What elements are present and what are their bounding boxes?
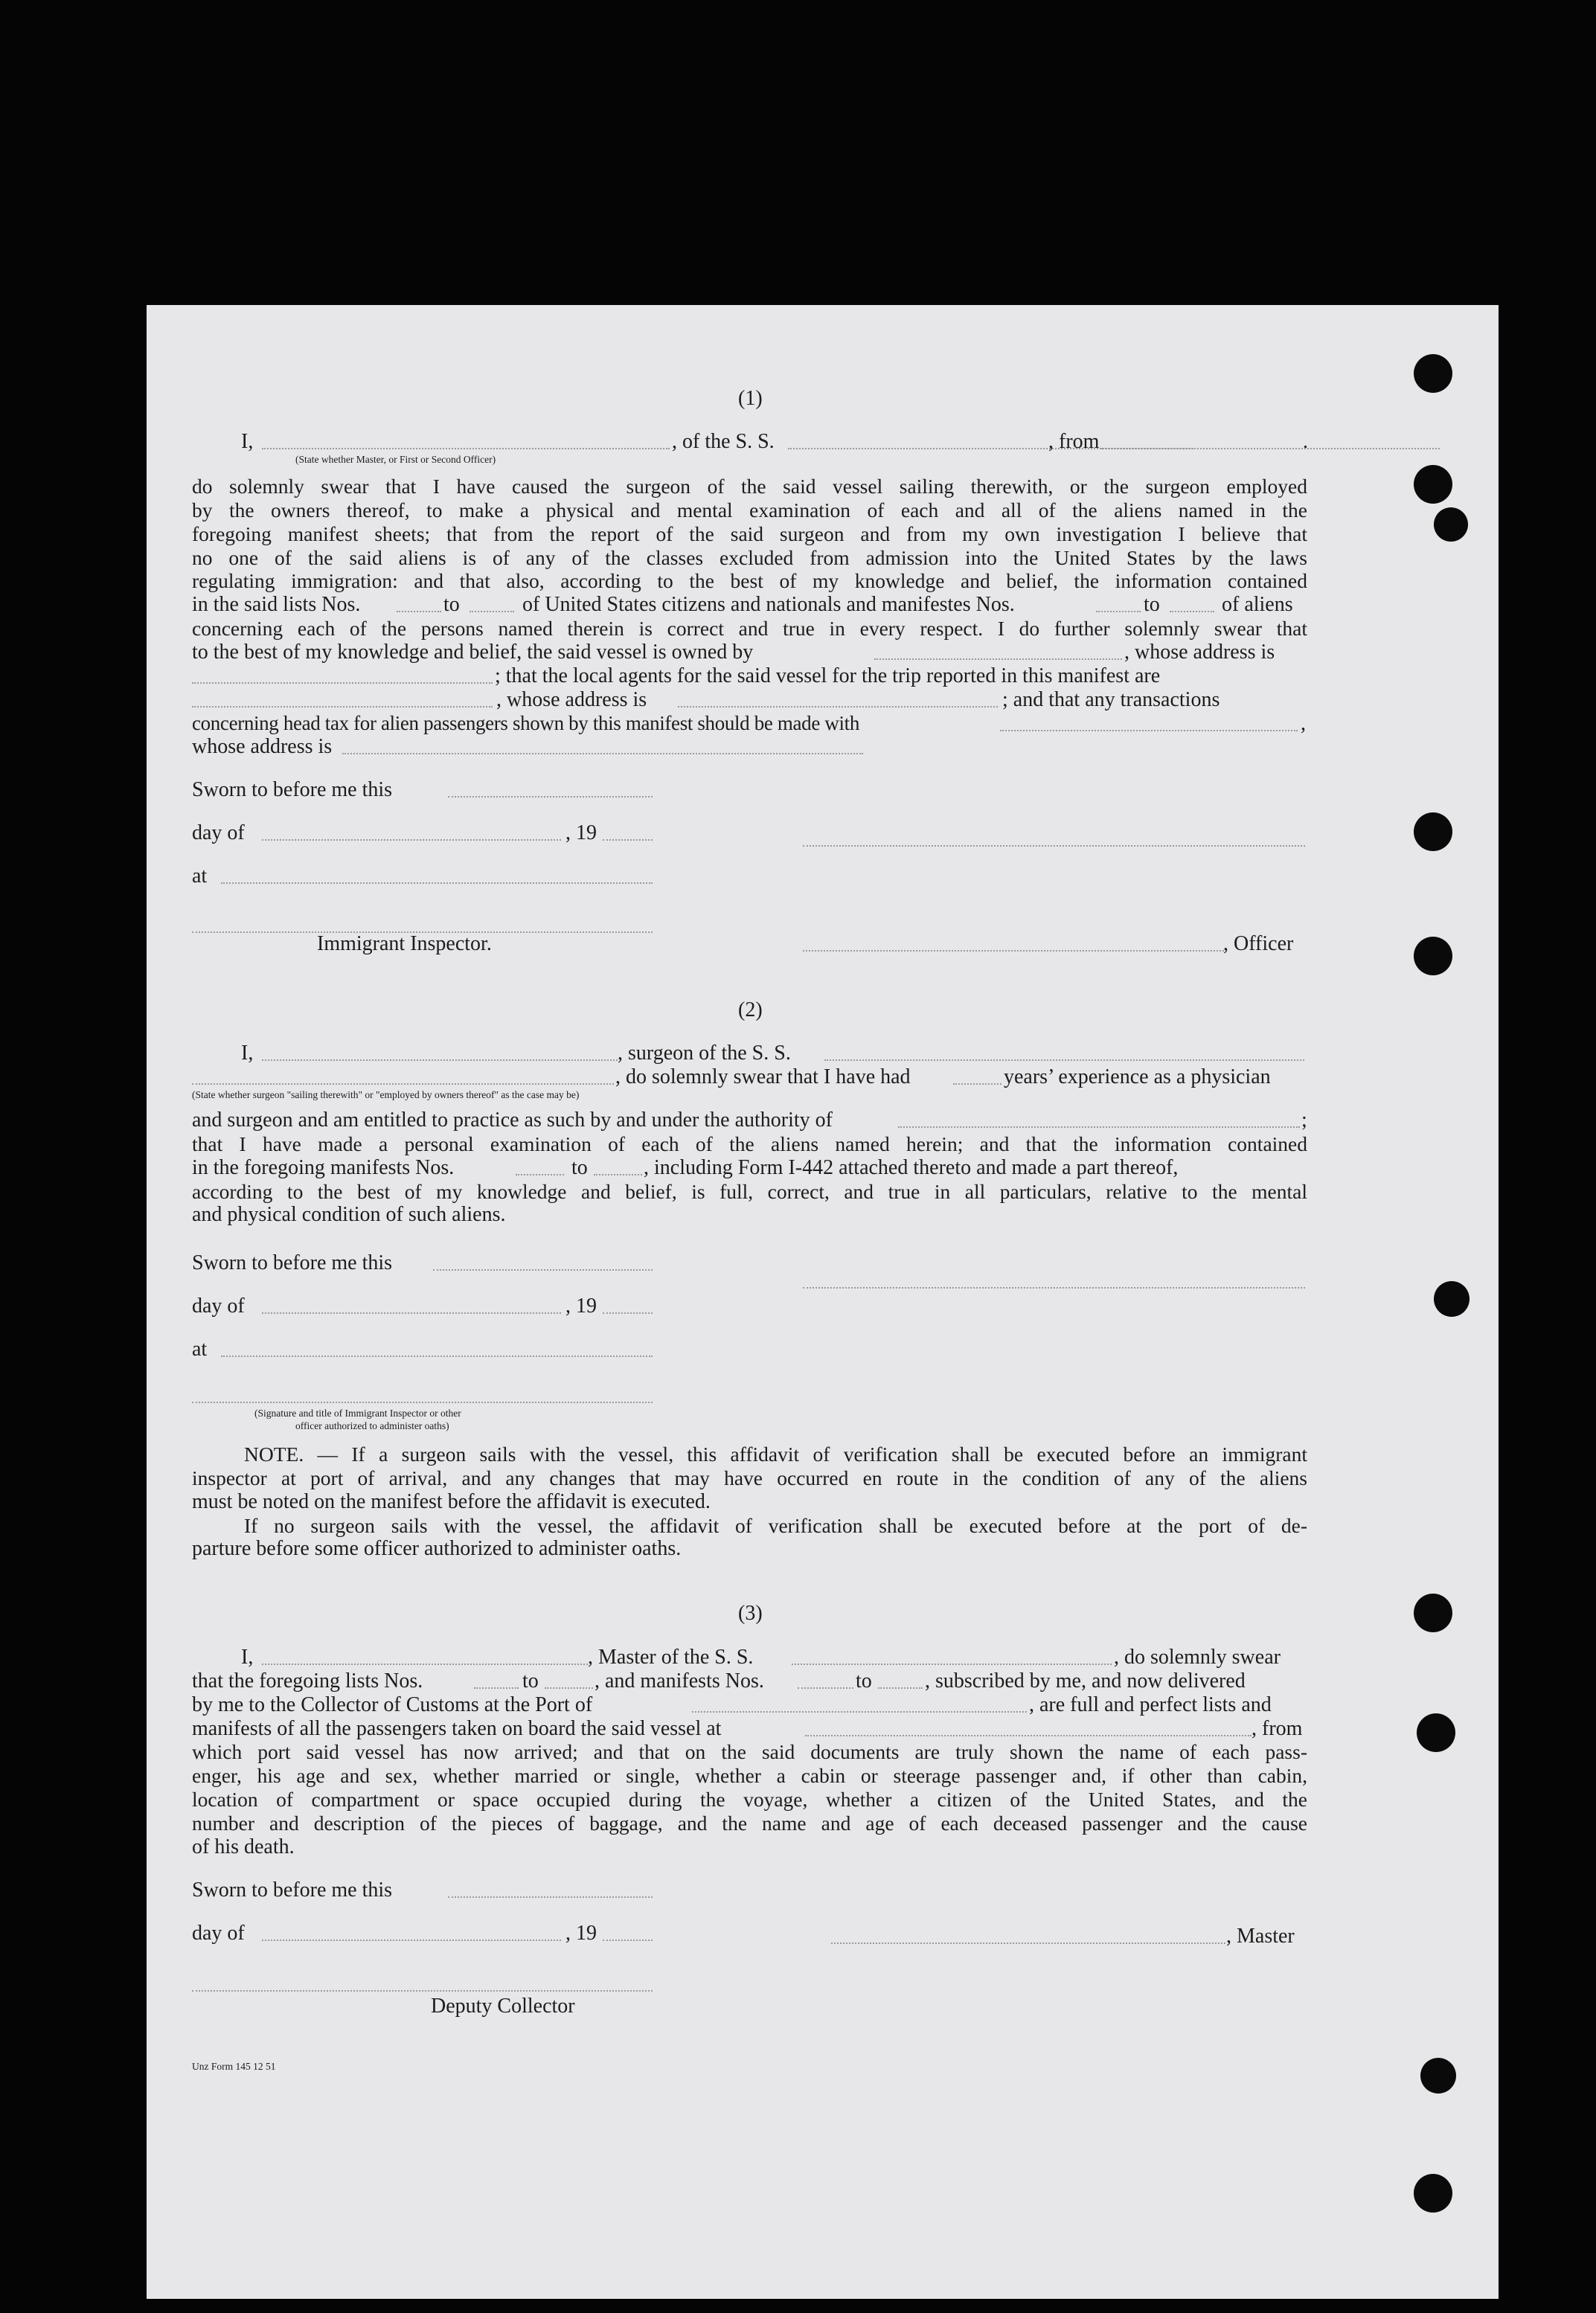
s1-manifests-to: to (1144, 593, 1160, 616)
s1-para-line-1: do solemnly swear that I have caused the surgeon of the said vessel sailing therewith, or the surgeon employed (192, 475, 1307, 498)
s1-year-field (603, 839, 653, 841)
s1-manifests-label: of United States citizens and nationals and manifestes Nos. (522, 593, 1015, 616)
s3-master-name-field (262, 1664, 588, 1665)
s1-sworn-label: Sworn to before me this (192, 778, 393, 801)
s2-manifests-from-field (516, 1174, 564, 1175)
s1-from-label: , from (1048, 430, 1100, 453)
s2-surgeon-type-field (192, 1083, 614, 1085)
s1-i-label: I, (241, 430, 254, 453)
s2-note-line-2: inspector at port of arrival, and any changes that may have occurred en route in the condition of any of the aliens (192, 1466, 1307, 1489)
binder-hole-3 (1434, 507, 1468, 542)
s3-lists-to-field (545, 1687, 593, 1689)
s2-surgeon-note: (State whether surgeon "sailing therewith" or "employed by owners thereof" as the case may be) (192, 1089, 580, 1100)
s3-lists-to: to (522, 1669, 539, 1693)
s2-authority-label: and surgeon and am entitled to practice as such by and under the authority of (192, 1109, 833, 1132)
form-sheet (147, 305, 1499, 2299)
s3-manifests-to-field (878, 1687, 923, 1689)
s2-sig-note-2: officer authorized to administer oaths) (295, 1420, 449, 1431)
s1-transactions-label: ; and that any transactions (1002, 688, 1220, 711)
s1-head-tax-label: concerning head tax for alien passengers shown by this manifest should be made with (192, 712, 859, 734)
s3-master-signature-line (831, 1943, 1225, 1944)
s3-year-label: , 19 (565, 1922, 597, 1945)
s2-at-label: at (192, 1338, 208, 1361)
s2-note-line-5: parture before some officer authorized to administer oaths. (192, 1537, 682, 1560)
s3-master-of-label: , Master of the S. S. (588, 1646, 754, 1669)
s1-para-line-3: foregoing manifest sheets; that from the report of the said surgeon and from my own investigation I believe that (192, 522, 1307, 545)
s2-sig-note-1: (Signature and title of Immigrant Inspector or other (254, 1408, 461, 1419)
s2-at-field (221, 1356, 653, 1357)
s2-note-line-4: If no surgeon sails with the vessel, the affidavit of verification shall be executed before at the port of de- (244, 1514, 1307, 1537)
s1-officer-title-line (803, 950, 1224, 952)
s3-sworn-label: Sworn to before me this (192, 1879, 393, 1902)
s2-line-4: according to the best of my knowledge and belief, is full, correct, and true in all particulars, relative to the mental (192, 1180, 1307, 1203)
s2-note-line-3: must be noted on the manifest before the affidavit is executed. (192, 1490, 711, 1513)
s1-officer-label: , Officer (1223, 932, 1294, 955)
s3-manifests-to: to (856, 1669, 872, 1693)
s2-day-of-field (262, 1312, 561, 1314)
s3-lists-from-field (474, 1687, 519, 1689)
s3-master-label: , Master (1226, 1925, 1295, 1948)
s3-sworn-field (448, 1896, 653, 1898)
binder-hole-1 (1414, 354, 1452, 393)
s1-at-field (221, 882, 653, 884)
s2-authority-field (898, 1126, 1300, 1128)
s1-day-of-label: day of (192, 821, 245, 844)
binder-hole-2 (1414, 465, 1452, 504)
s3-manifests-label: , and manifests Nos. (595, 1669, 764, 1693)
s1-owner-address-field (192, 682, 493, 684)
s2-sworn-label: Sworn to before me this (192, 1251, 393, 1274)
s1-lists-to: to (443, 593, 460, 616)
s1-master-note: (State whether Master, or First or Second Officer) (295, 454, 496, 465)
s3-ship-name-field (792, 1664, 1112, 1665)
s2-years-label: years’ experience as a physician (1004, 1065, 1271, 1088)
s2-manifests-to-field (594, 1174, 642, 1175)
s1-para-line-4: no one of the said aliens is of any of the classes excluded from admission into the United States by the laws (192, 546, 1307, 569)
s1-agents-address-label: , whose address is (496, 688, 647, 711)
s2-authority-semicolon: ; (1301, 1109, 1307, 1132)
s2-years-field (953, 1083, 1001, 1085)
s1-owned-by-label: to the best of my knowledge and belief, the said vessel is owned by (192, 641, 754, 664)
s1-head-tax-comma: , (1301, 712, 1306, 735)
s1-para-line-7: concerning each of the persons named therein is correct and true in every respect. I do further solemnly swear that (192, 617, 1307, 640)
s1-inspector-label: Immigrant Inspector. (317, 932, 492, 955)
s3-from-label: , from (1252, 1717, 1303, 1740)
s2-note-line-1: NOTE. — If a surgeon sails with the vessel, this affidavit of verification shall be executed before an immigrant (244, 1443, 1307, 1466)
section-1-number: (1) (738, 387, 763, 410)
s1-head-tax-field (1000, 730, 1298, 731)
s2-manifests-label: in the foregoing manifests Nos. (192, 1156, 455, 1179)
s2-swear-label: , do solemnly swear that I have had (615, 1065, 911, 1088)
s3-line-8: of his death. (192, 1835, 295, 1858)
binder-hole-5 (1414, 937, 1452, 975)
s1-from-field (1101, 448, 1440, 449)
s3-taken-at-field (805, 1735, 1252, 1736)
binder-hole-10 (1414, 2174, 1452, 2213)
s3-port-label: by me to the Collector of Customs at the Port of (192, 1693, 593, 1716)
s2-sworn-field (433, 1269, 653, 1271)
s3-line-6: location of compartment or space occupied during the voyage, whether a citizen of the United States, and the (192, 1788, 1307, 1811)
binder-hole-4 (1414, 812, 1452, 851)
s2-line-5: and physical condition of such aliens. (192, 1203, 506, 1226)
s1-of-aliens: of aliens (1222, 593, 1293, 616)
form-id-label: Unz Form 145 12 51 (192, 2061, 276, 2072)
s1-manifests-from-field (1096, 611, 1141, 612)
s1-para-line-2: by the owners thereof, to make a physical and mental examination of each and all of the aliens named in the (192, 498, 1307, 522)
s1-lists-from-field (397, 611, 441, 612)
s1-agents-label: ; that the local agents for the said vessel for the trip reported in this manifest are (495, 664, 1161, 687)
s1-manifests-to-field (1170, 611, 1214, 612)
s3-taken-at-label: manifests of all the passengers taken on board the said vessel at (192, 1717, 722, 1740)
s1-owner-address-label: , whose address is (1124, 641, 1275, 664)
s2-year-field (603, 1312, 653, 1314)
s1-agents-field (192, 706, 493, 708)
s3-port-field (692, 1711, 1027, 1713)
s1-officer-signature-line (803, 845, 1305, 847)
binder-hole-6 (1434, 1281, 1470, 1317)
s1-year-label: , 19 (565, 821, 597, 844)
s1-lists-to-field (469, 611, 514, 612)
binder-hole-9 (1420, 2058, 1456, 2094)
s3-full-lists-label: , are full and perfect lists and (1029, 1693, 1272, 1716)
binder-hole-7 (1414, 1594, 1452, 1632)
s1-whose-address-label: whose address is (192, 735, 333, 758)
s2-line-2: that I have made a personal examination of each of the aliens named herein; and that the information contained (192, 1132, 1307, 1155)
s2-surgeon-of-label: , surgeon of the S. S. (618, 1042, 791, 1065)
s2-form-label: , including Form I-442 attached thereto and made a part thereof, (644, 1156, 1179, 1179)
s2-inspector-signature-line (192, 1402, 653, 1403)
s3-line-5: enger, his age and sex, whether married or single, whether a cabin or steerage passenger and, if other than cabin, (192, 1764, 1307, 1787)
s2-year-label: , 19 (565, 1295, 597, 1318)
s1-officer-name-field (262, 448, 670, 449)
section-3-number: (3) (738, 1602, 763, 1625)
s1-period: . (1303, 430, 1308, 453)
s1-whose-address-field (342, 753, 863, 754)
s3-line-7: number and description of the pieces of baggage, and the name and age of each deceased passenger and the cause (192, 1812, 1307, 1835)
s2-i-label: I, (241, 1042, 254, 1065)
s3-year-field (603, 1940, 653, 1941)
s1-sworn-field (448, 796, 653, 798)
s2-ship-name-field (824, 1059, 1304, 1061)
s2-day-of-label: day of (192, 1295, 245, 1318)
s3-i-label: I, (241, 1646, 254, 1669)
s1-owner-field (874, 658, 1122, 660)
s3-day-of-label: day of (192, 1922, 245, 1945)
s1-at-label: at (192, 864, 208, 888)
s1-lists-label: in the said lists Nos. (192, 593, 361, 616)
s2-surgeon-signature-line (803, 1287, 1305, 1289)
s1-para-line-5: regulating immigration: and that also, according to the best of my knowledge and belief, the information contained (192, 569, 1307, 592)
s3-manifests-from-field (798, 1687, 853, 1689)
s2-surgeon-name-field (262, 1059, 618, 1061)
s2-manifests-to: to (571, 1156, 588, 1179)
s3-line-4: which port said vessel has now arrived; and that on the said documents are truly shown the name of each pass- (192, 1740, 1307, 1763)
s1-day-of-field (262, 839, 561, 841)
s1-of-ss-label: , of the S. S. (672, 430, 775, 453)
s1-agents-address-field (678, 706, 998, 708)
s3-deputy-label: Deputy Collector (431, 1995, 575, 2018)
s3-subscribed-label: , subscribed by me, and now delivered (925, 1669, 1246, 1693)
binder-hole-8 (1417, 1713, 1455, 1752)
s3-lists-label: that the foregoing lists Nos. (192, 1669, 423, 1693)
section-2-number: (2) (738, 998, 763, 1021)
s3-swear-label: , do solemnly swear (1114, 1646, 1281, 1669)
s3-day-of-field (262, 1940, 561, 1941)
s3-deputy-signature-line (192, 1990, 653, 1992)
